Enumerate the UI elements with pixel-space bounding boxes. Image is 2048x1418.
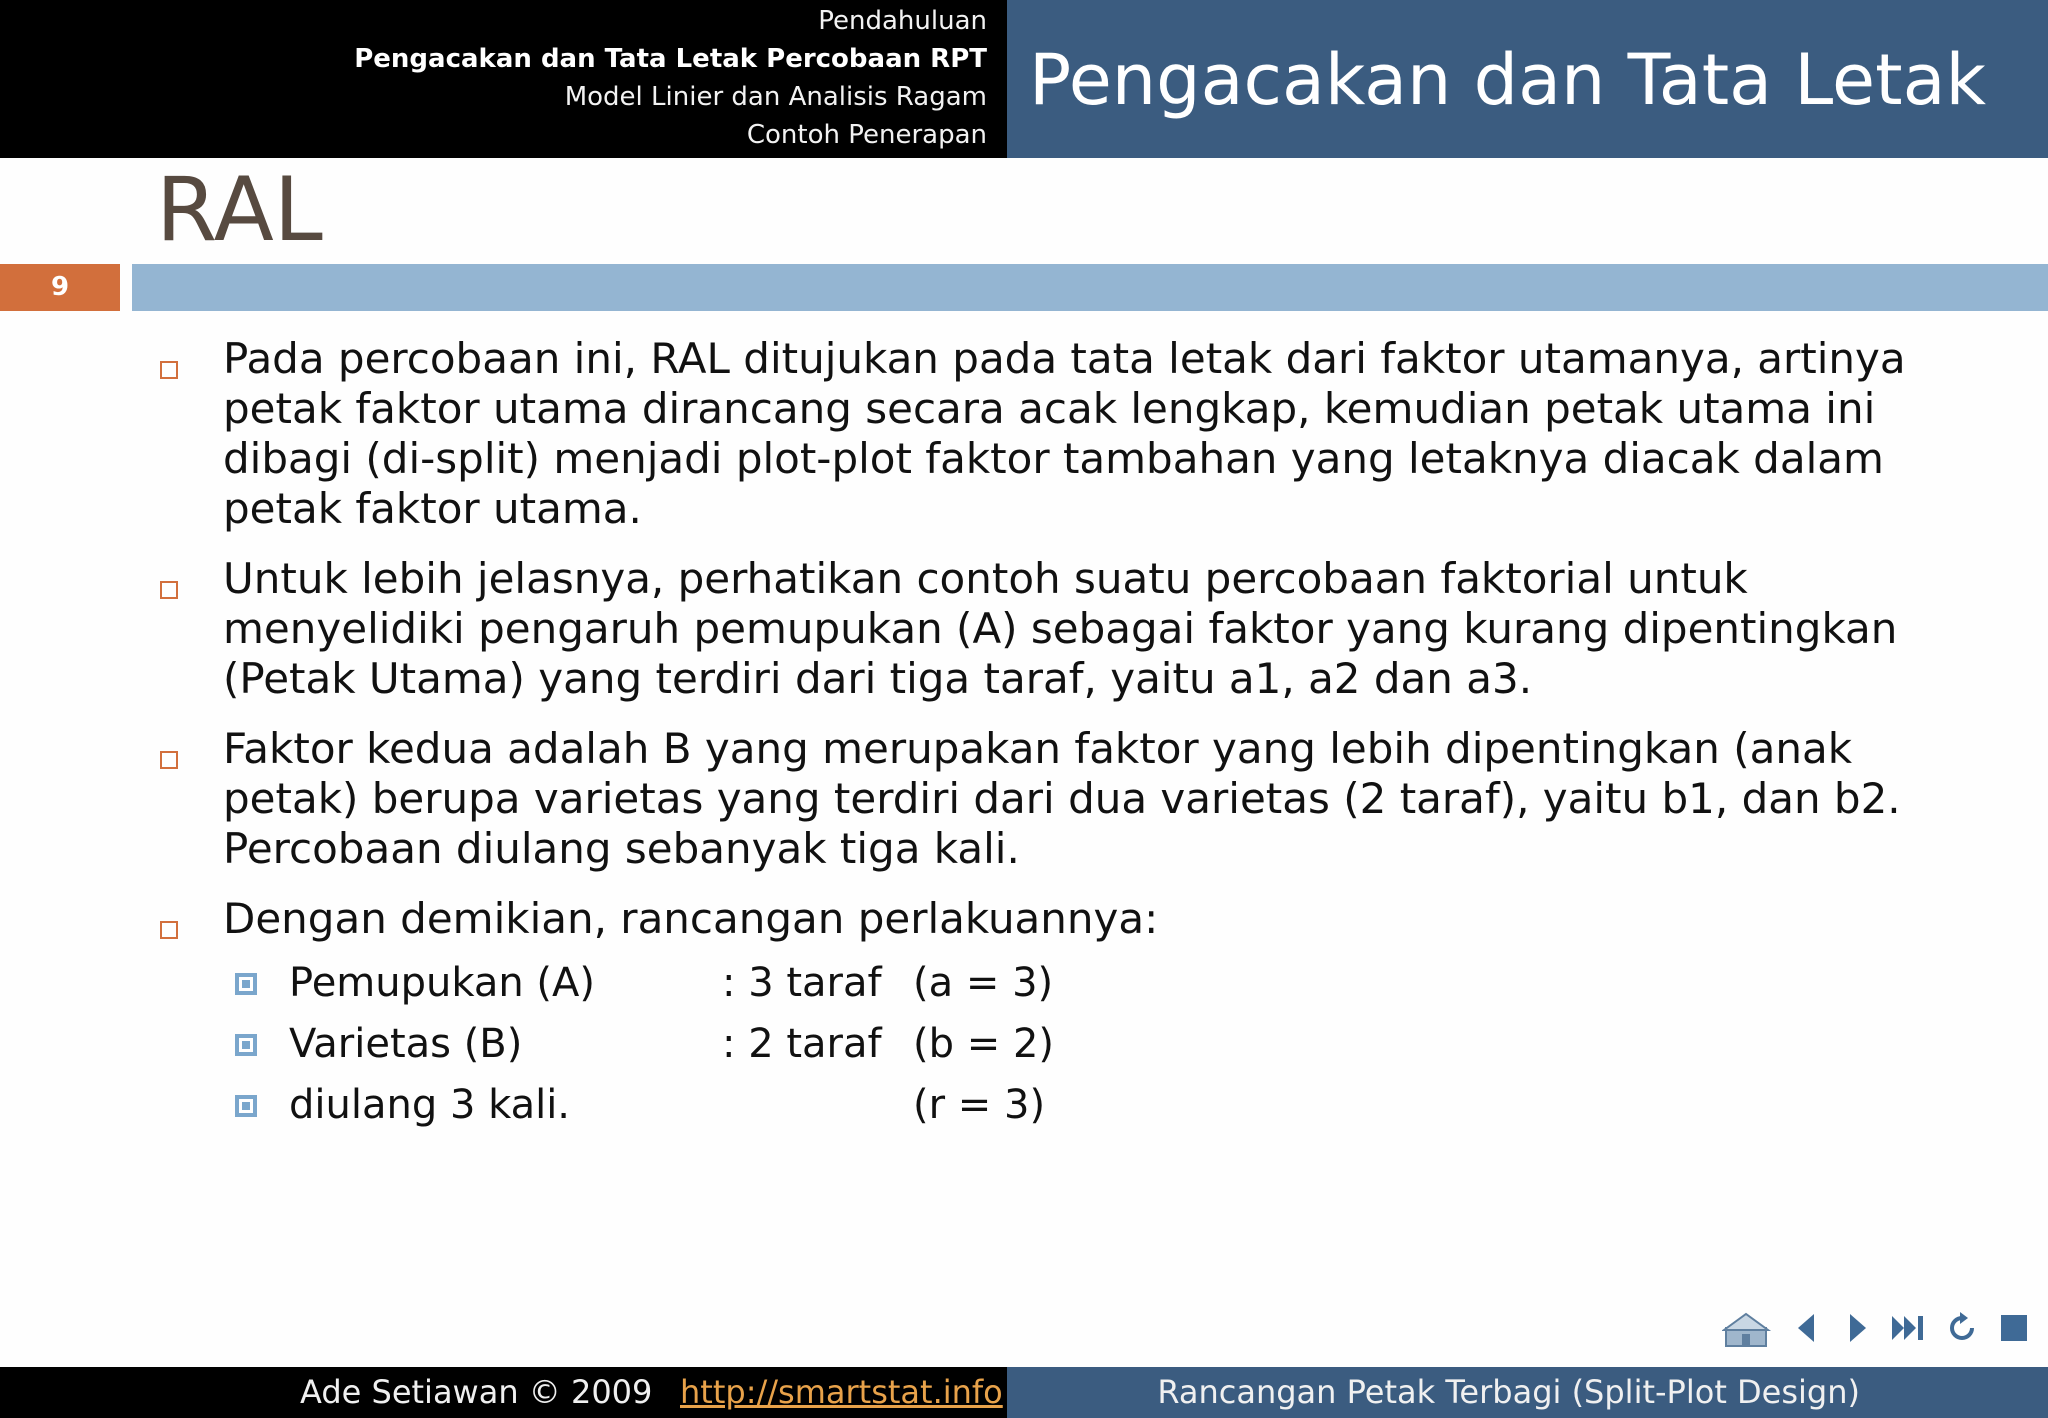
square-bullet-icon	[160, 361, 178, 379]
square-bullet-icon	[160, 751, 178, 769]
factor-levels: : 2 taraf	[722, 1021, 882, 1067]
bullet-text: Pada percobaan ini, RAL ditujukan pada tata letak dari faktor utamanya, artinya petak faktor utama dirancang secara acak lengkap, kemudian petak utama ini dibagi (di-split) menjadi plot-plot faktor tambahan yang letaknya diacak dalam petak faktor utama.	[223, 334, 1906, 533]
sub-bullet-icon	[235, 973, 257, 995]
footer-left-panel	[0, 1367, 1007, 1418]
slideshow-controls	[1722, 1300, 2032, 1356]
return-icon[interactable]	[1944, 1310, 1980, 1346]
last-slide-icon[interactable]	[1888, 1310, 1924, 1346]
previous-icon[interactable]	[1788, 1310, 1824, 1346]
nav-item-pendahuluan[interactable]: Pendahuluan	[818, 6, 987, 36]
factor-notation: (r = 3)	[913, 1082, 1046, 1128]
footer-right-panel	[1007, 1367, 2048, 1418]
bullet-text: Dengan demikian, rancangan perlakuannya:	[223, 894, 1159, 943]
page-number-badge: 9	[0, 264, 120, 311]
sub-bullet-icon	[235, 1095, 257, 1117]
square-bullet-icon	[160, 921, 178, 939]
header-nav-panel	[0, 0, 1007, 158]
factor-label: Pemupukan (A)	[289, 960, 595, 1006]
factor-label: diulang 3 kali.	[289, 1082, 571, 1128]
section-title: Pengacakan dan Tata Letak	[1029, 39, 1986, 121]
title-rule	[132, 264, 2048, 311]
footer-author: Ade Setiawan © 2009	[300, 1373, 653, 1411]
slide-title: RAL	[156, 158, 323, 261]
bullet-text: Faktor kedua adalah B yang merupakan faktor yang lebih dipentingkan (anak petak) berupa varietas yang terdiri dari dua varietas (2 taraf), yaitu b1, dan b2. Percobaan diulang sebanyak tiga kali.	[223, 724, 1901, 873]
home-icon[interactable]	[1722, 1310, 1776, 1346]
nav-item-model-linier[interactable]: Model Linier dan Analisis Ragam	[564, 82, 987, 112]
section-nav	[287, 2, 987, 154]
factor-notation: (b = 2)	[913, 1021, 1054, 1067]
nav-item-contoh-penerapan[interactable]: Contoh Penerapan	[746, 120, 987, 150]
end-show-icon[interactable]	[1996, 1310, 2032, 1346]
square-bullet-icon	[160, 581, 178, 599]
bullet-text: Untuk lebih jelasnya, perhatikan contoh suatu percobaan faktorial untuk menyelidiki pengaruh pemupukan (A) sebagai faktor yang kurang dipentingkan (Petak Utama) yang terdiri dari tiga taraf, yaitu a1, a2 dan a3.	[223, 554, 1898, 703]
nav-item-pengacakan[interactable]: Pengacakan dan Tata Letak Percobaan RPT	[354, 44, 987, 74]
section-title-panel	[1007, 0, 2048, 158]
footer-course-title: Rancangan Petak Terbagi (Split-Plot Design)	[1157, 1373, 1860, 1411]
next-icon[interactable]	[1840, 1310, 1876, 1346]
sub-bullet-icon	[235, 1034, 257, 1056]
footer-website-link[interactable]: http://smartstat.info	[680, 1373, 1003, 1411]
factor-levels: : 3 taraf	[722, 960, 882, 1006]
factor-notation: (a = 3)	[913, 960, 1054, 1006]
factor-label: Varietas (B)	[289, 1021, 523, 1067]
